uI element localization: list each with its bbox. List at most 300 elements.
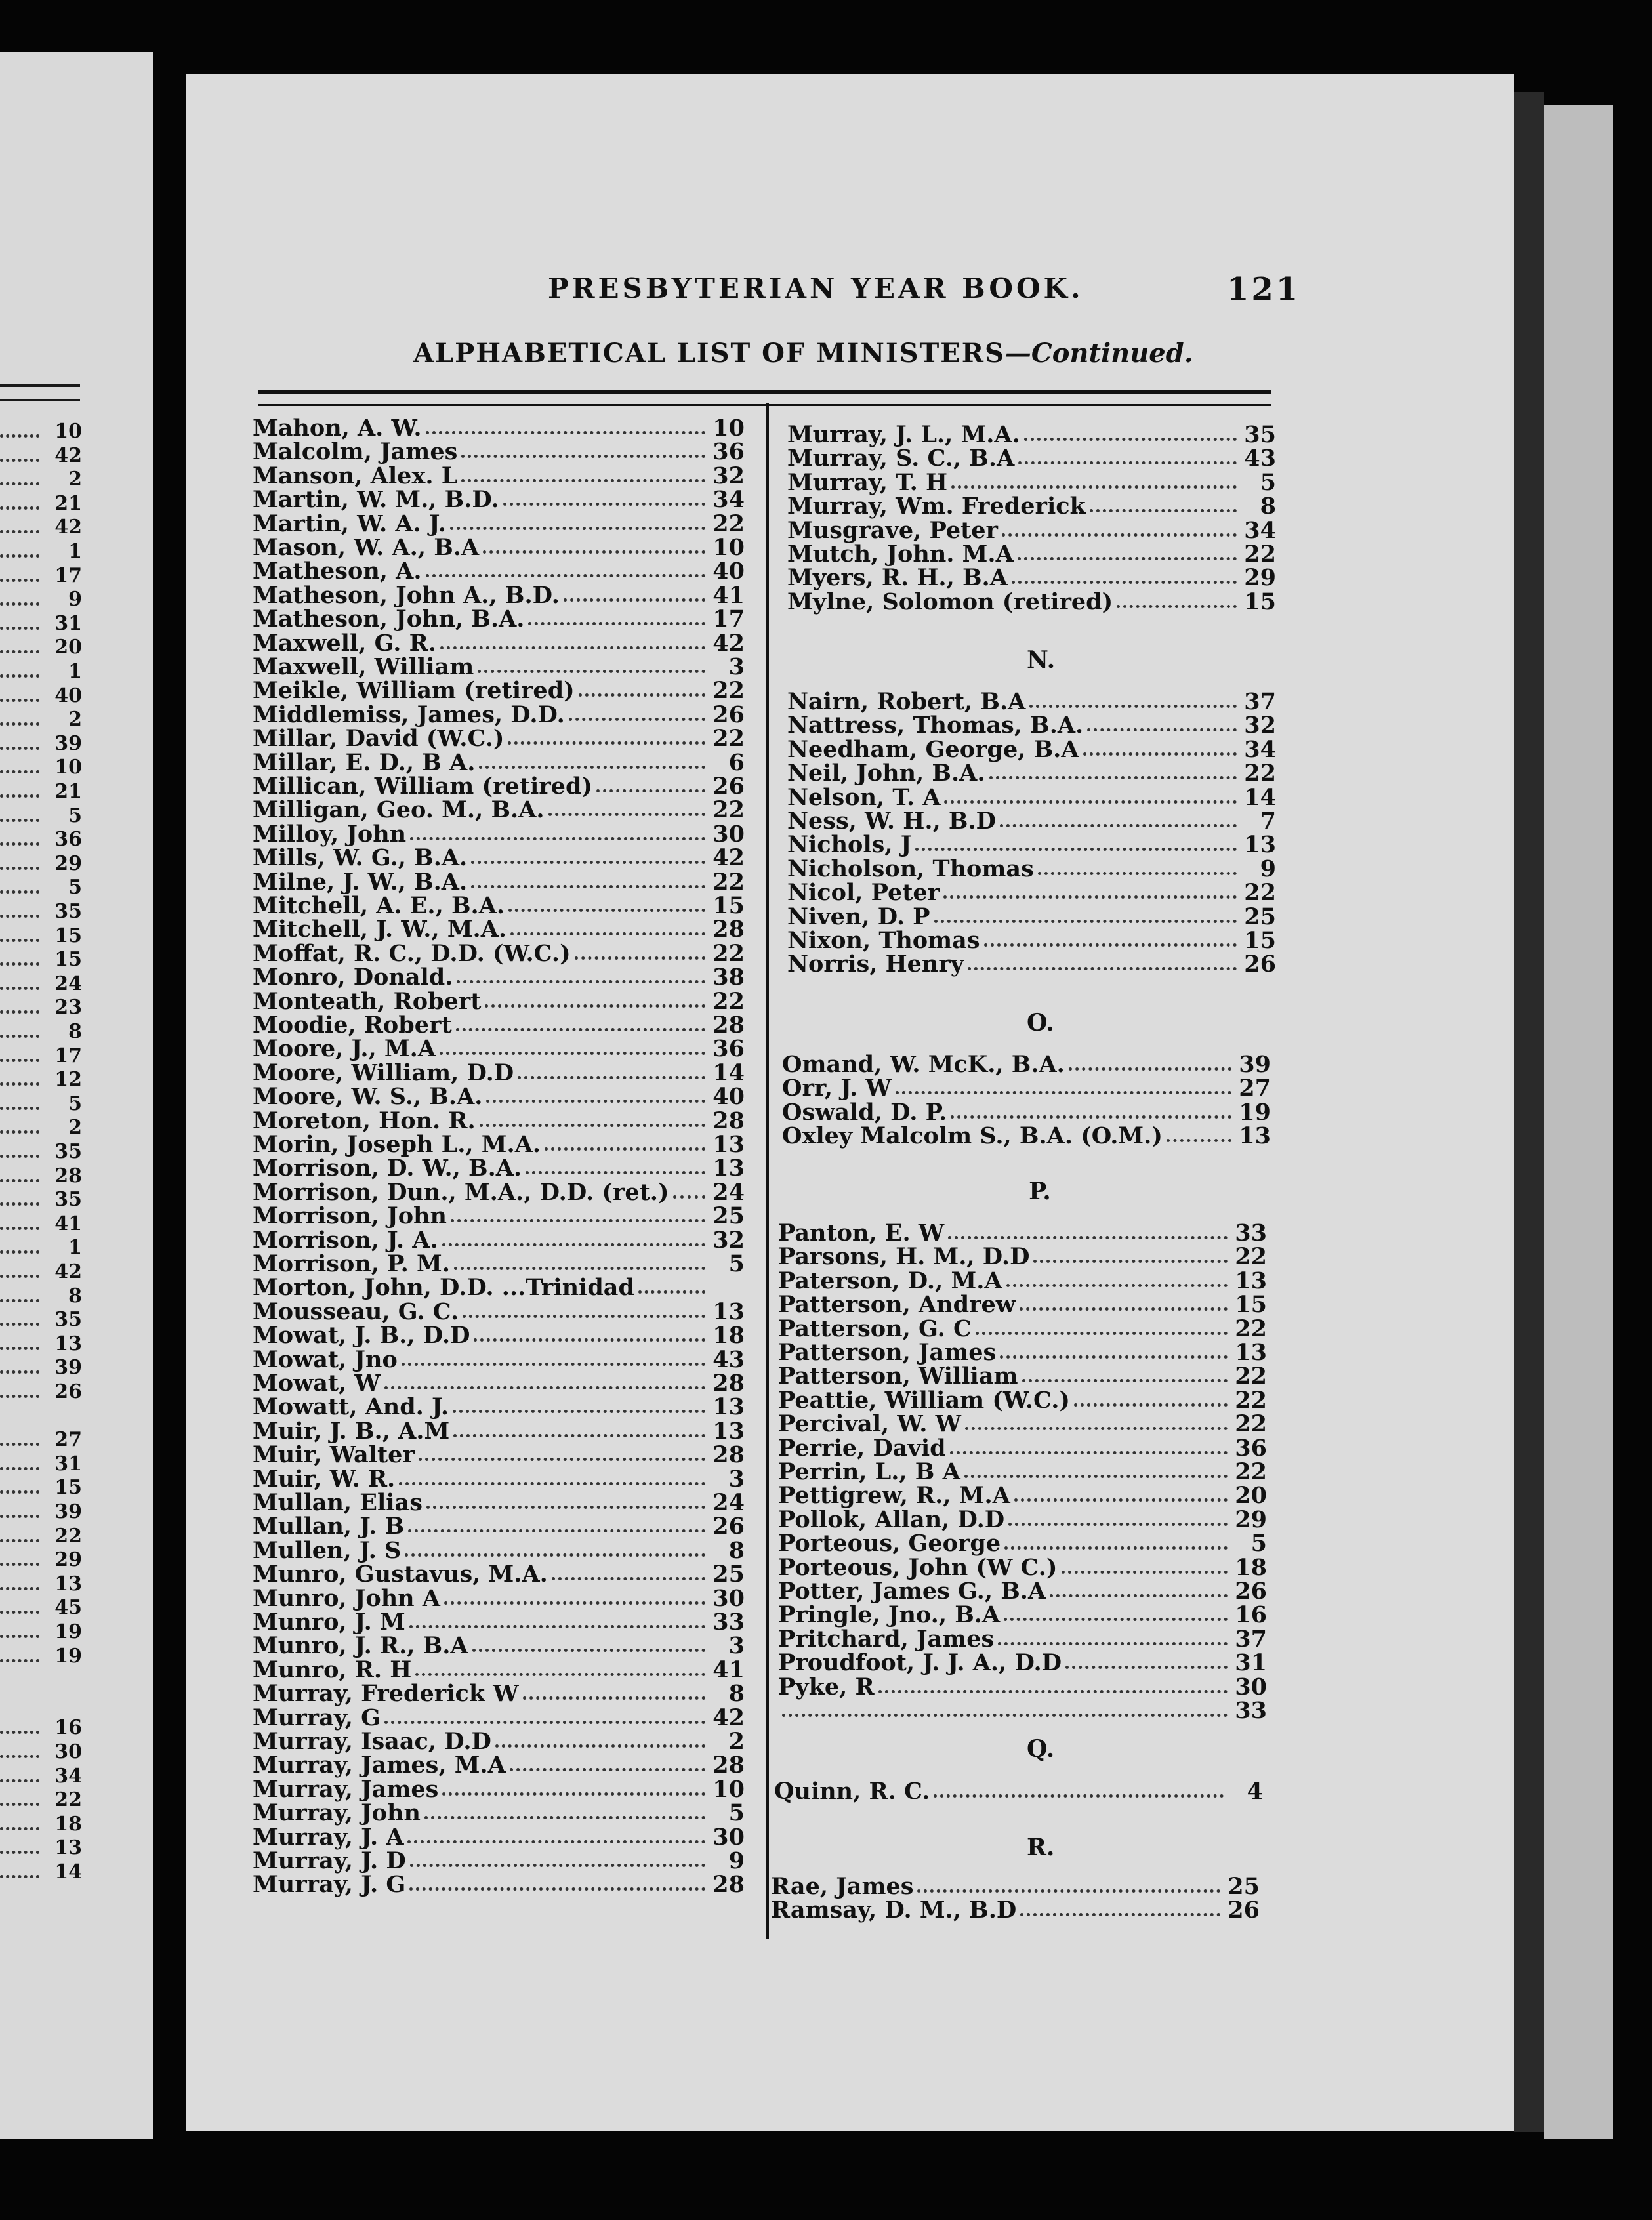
leader-dots [0,819,39,822]
entry-name: Porteous, John (W C.) [778,1553,1058,1581]
directory-entry [253,1491,745,1515]
entry-page: 5 [728,1799,745,1827]
entry-page: 28 [712,1752,745,1779]
directory-entry [782,1077,1271,1100]
left-page-number: 41 [54,1212,82,1235]
entry-name: Morton, John, D.D. ...Trinidad [253,1274,634,1302]
entry-page: 24 [712,1489,745,1516]
entry-page: 25 [1228,1873,1260,1900]
entry-name: Pyke, R [778,1673,875,1700]
directory-entry [253,629,745,657]
left-page-number-row [0,1236,82,1260]
directory-entry [253,1014,745,1037]
leader-dots [410,1864,705,1867]
leader-dots [440,646,705,649]
leader-dots [0,1875,39,1878]
entry-name: Moore, J., M.A [253,1035,436,1063]
entry-name: Oxley Malcolm S., B.A. (O.M.) [782,1122,1163,1150]
entry-page: 41 [712,581,745,609]
entry-page: 20 [1235,1482,1267,1510]
leader-dots [0,1010,39,1014]
entry-name: Paterson, D., M.A [778,1267,1002,1294]
left-page-number: 17 [54,564,82,587]
entry-name: Murray, J. L., M.A. [787,421,1020,448]
entry-page: 15 [1235,1291,1267,1319]
section-letter-q: Q. [1027,1735,1055,1763]
directory-entry [253,846,745,870]
entry-page: 10 [712,1775,745,1803]
leader-dots [0,482,39,485]
left-page-number: 10 [54,420,82,443]
left-page-number-row [0,828,82,852]
leader-dots [0,1851,39,1854]
directory-entry [253,798,745,822]
leader-dots [405,1553,705,1557]
entry-name: Orr, J. W [782,1075,892,1102]
entry-page: 22 [1235,1410,1267,1438]
leader-dots [0,770,39,773]
leader-dots [442,1792,705,1796]
leader-dots [0,1587,39,1590]
left-page-number: 45 [54,1596,82,1620]
leader-dots [1029,705,1237,708]
leader-dots [384,1386,705,1389]
left-page-number: 26 [54,1380,82,1403]
leader-dots [1087,728,1237,731]
directory-entry [253,1801,745,1825]
entry-page: 22 [712,510,745,537]
leader-dots [0,1082,39,1086]
entry-name: Morrison, D. W., B.A. [253,1155,522,1182]
leader-dots [1065,1666,1228,1669]
directory-entry [778,1412,1267,1436]
left-page-number-row [0,972,82,996]
left-page-number: 13 [54,1572,82,1595]
entry-page: 30 [712,1584,745,1612]
directory-entry [253,417,745,440]
entry-page: 29 [1235,1506,1267,1533]
entry-page: 14 [712,1059,745,1086]
leader-dots [548,813,705,816]
leader-dots [0,1515,39,1518]
entry-page: 3 [728,1465,745,1492]
left-page-number: 31 [54,1452,82,1475]
directory-entry [253,1823,745,1851]
leader-dots [1062,1571,1228,1574]
leader-dots [944,800,1237,804]
entry-page: 5 [728,1250,745,1277]
entry-name: Moore, William, D.D [253,1059,514,1086]
entry-page: 39 [1239,1051,1271,1078]
directory-entry [253,464,745,488]
left-page-number: 13 [54,1836,82,1860]
leader-dots [965,1427,1228,1430]
entry-page: 9 [1260,855,1276,882]
entry-name: Mahon, A. W. [253,415,422,442]
leader-dots [0,674,39,678]
entry-name: Rae, James [771,1873,914,1900]
left-page-number-row [0,1813,82,1836]
entry-page: 26 [712,701,745,728]
entry-page: 14 [1244,783,1276,811]
book-spine-shadow [1514,92,1544,2132]
directory-entry [253,1658,745,1682]
leader-dots [1020,1913,1220,1916]
entry-name: Munro, J. R., B.A [253,1632,468,1660]
left-page-number-row [0,708,82,731]
entry-name: Meikle, William (retired) [253,677,575,705]
entry-name: Milligan, Geo. M., B.A. [253,796,545,824]
leader-dots [1008,1523,1228,1526]
left-page-number: 5 [68,804,82,827]
leader-dots [0,650,39,653]
left-page-number-row [0,564,82,588]
entry-page: 36 [1235,1434,1267,1462]
leader-dots [409,1625,705,1628]
leader-dots [0,1227,39,1230]
leader-dots [1167,1139,1231,1142]
leader-dots [0,1130,39,1134]
entry-page: 15 [712,892,745,919]
entry-name: Mullen, J. S [253,1536,402,1564]
leader-dots [474,1338,705,1342]
leader-dots [951,485,1237,489]
left-page-number-row [0,1525,82,1548]
left-page-number: 29 [54,852,82,875]
directory-entry [253,607,745,631]
directory-entry [253,1252,745,1276]
directory-entry [253,560,745,583]
left-page-number-row [0,444,82,468]
heading-rule [258,390,1271,406]
leader-dots [0,627,39,630]
entry-page: 9 [728,1847,745,1874]
page-number: 121 [1227,271,1301,308]
section-letter-n: N. [1027,646,1056,674]
left-page-number: 8 [68,1284,82,1307]
entry-page: 37 [1244,688,1276,715]
directory-entry [787,857,1276,881]
entry-page: 13 [1235,1339,1267,1366]
left-page-number: 5 [68,876,82,899]
entry-page: 4 [1247,1778,1263,1805]
entry-name: Muir, Walter [253,1441,415,1469]
leader-dots [964,1475,1228,1478]
left-page-rule [0,384,80,401]
leader-dots [0,1635,39,1638]
entry-page: 13 [712,1417,745,1445]
entry-name: Maxwell, William [253,653,474,680]
left-page-number: 9 [68,588,82,611]
leader-dots [951,1115,1231,1119]
leader-dots [478,670,705,673]
leader-dots [0,1035,39,1038]
leader-dots [419,1458,705,1461]
left-page-number: 2 [68,708,82,731]
left-page-number-row [0,1716,82,1740]
directory-entry [253,1085,745,1109]
left-page-number-row [0,420,82,443]
left-page-number: 15 [54,924,82,947]
leader-dots [989,776,1237,779]
leader-dots [0,1179,39,1182]
entry-name: Patterson, Andrew [778,1291,1016,1319]
directory-entry [778,1317,1267,1341]
leader-dots [0,1779,39,1782]
leader-dots [0,842,39,846]
leader-dots [485,1004,705,1008]
leader-dots [1038,872,1237,875]
left-page-number-row [0,1405,82,1428]
leader-dots [0,1275,39,1278]
directory-entry [787,953,1276,976]
leader-dots [0,1347,39,1350]
leader-dots [943,895,1237,899]
leader-dots [0,939,39,942]
list-title-continued: —Continued. [1004,338,1193,369]
left-page-number-row [0,492,82,516]
leader-dots [518,1076,705,1079]
directory-entry [778,1603,1267,1627]
leader-dots [1006,1284,1228,1287]
entry-page: 28 [712,916,745,943]
entry-name: Mutch, John. M.A [787,541,1014,567]
entry-name: Moreton, Hon. R. [253,1107,476,1134]
directory-entry [253,512,745,536]
left-page-number: 28 [54,1164,82,1187]
entry-name: Munro, John A [253,1584,440,1612]
left-page-number-row [0,1020,82,1044]
entry-page: 42 [712,844,745,872]
leader-dots [0,1107,39,1110]
left-page-number-row [0,468,82,491]
left-page-number-row [0,1260,82,1284]
entry-name: Nixon, Thomas [787,927,980,954]
directory-entry [253,679,745,703]
running-title: PRESBYTERIAN YEAR BOOK. [548,272,1084,304]
entry-page: 38 [712,964,745,991]
left-page-number-row [0,1116,82,1140]
entry-name: Nairn, Robert, B.A [787,688,1026,715]
entry-page: 36 [712,1035,745,1063]
leader-dots [0,915,39,918]
left-page-number: 35 [54,1188,82,1212]
entry-name: Mason, W. A., B.A [253,534,480,561]
directory-entry [253,1775,745,1803]
directory-entry [253,1849,745,1873]
leader-dots [934,1794,1224,1798]
entry-name: Morin, Joseph L., M.A. [253,1131,541,1158]
list-title: ALPHABETICAL LIST OF MINISTERS [413,338,1005,369]
left-page-number-row [0,1645,82,1668]
directory-entry [253,987,745,1015]
leader-dots [0,554,39,558]
directory-entry [787,810,1276,833]
entry-page: 13 [712,1298,745,1325]
leader-dots [1004,1546,1228,1550]
directory-entry [778,1222,1267,1245]
left-page-number: 39 [54,1356,82,1380]
entry-page: 25 [712,1561,745,1588]
entry-name: Murray, J. G [253,1871,406,1899]
leader-dots [1022,1379,1228,1382]
entry-name: Potter, James G., B.A [778,1578,1046,1605]
leader-dots [442,1243,705,1246]
leader-dots [479,766,705,769]
directory-entry [778,1386,1267,1414]
directory-entry [787,468,1276,496]
leader-dots [0,530,39,533]
entry-name: Morrison, Dun., M.A., D.D. (ret.) [253,1178,669,1206]
leader-dots [0,1755,39,1758]
leader-dots [878,1690,1228,1693]
section-letter-r: R. [1027,1834,1055,1861]
entry-page: 28 [712,1012,745,1038]
entry-page: 34 [1244,735,1276,763]
left-page-number-row [0,1356,82,1380]
left-page-number-row [0,1572,82,1596]
entry-page: 29 [1244,564,1276,592]
directory-entry [787,447,1276,470]
leader-dots [1074,1403,1228,1407]
leader-dots [0,1827,39,1830]
left-page-number-row [0,612,82,636]
left-page-number: 12 [54,1068,82,1092]
leader-dots [638,1290,705,1294]
entry-name: Nelson, T. A [787,783,941,811]
entry-name: Norris, Henry [787,951,964,978]
left-page-number-row [0,900,82,924]
leader-dots [495,1744,705,1748]
entry-page: 33 [1235,1697,1267,1724]
entry-page: 32 [712,1226,745,1254]
directory-entry [253,536,745,560]
directory-entry [253,1109,745,1133]
left-page-number-row [0,948,82,972]
entry-page: 41 [712,1656,745,1683]
leader-dots [1083,752,1237,756]
left-page-number-row [0,588,82,611]
directory-entry [253,1706,745,1730]
leader-dots [0,506,39,510]
left-page-number-row [0,1452,82,1476]
left-page-number-row [0,1428,82,1452]
entry-page: 13 [1244,831,1276,859]
entry-page: 32 [712,462,745,489]
entry-name: Mowat, W [253,1370,381,1397]
entry-name: Moodie, Robert [253,1012,452,1038]
left-page-number-row [0,924,82,948]
leader-dots [409,1887,705,1891]
directory-entry [778,1580,1267,1603]
directory-entry [253,868,745,895]
leader-dots [0,699,39,702]
leader-dots [408,1529,705,1532]
entry-page: 13 [1239,1122,1271,1150]
leader-dots [526,1171,705,1174]
entry-page: 3 [728,653,745,680]
leader-dots [410,837,705,840]
leader-dots [575,956,705,960]
leader-dots [0,890,39,894]
left-page-number: 24 [54,972,82,995]
entry-page: 28 [712,1107,745,1134]
leader-dots [415,1673,705,1676]
leader-dots [0,1731,39,1734]
directory-entry [253,440,745,464]
entry-name: Perrie, David [778,1434,946,1462]
entry-name: Niven, D. P [787,903,930,930]
entry-name: Millican, William (retired) [253,773,592,800]
left-page-number: 1 [68,1236,82,1260]
leader-dots [0,1563,39,1566]
left-page-number: 14 [54,1860,82,1883]
entry-name: Morrison, P. M. [253,1250,450,1277]
entry-name: Mullan, J. B [253,1513,405,1540]
entry-name: Matheson, John, B.A. [253,606,525,633]
entry-page: 22 [1244,541,1276,567]
directory-entry [253,751,745,775]
directory-entry [771,1875,1260,1899]
left-page-number: 31 [54,611,82,635]
left-page-number: 39 [54,731,82,755]
directory-entry [253,655,745,679]
leader-dots [483,550,705,554]
leader-dots [1069,1067,1231,1071]
entry-page: 26 [1244,951,1276,978]
left-page-number: 17 [54,1044,82,1067]
directory-entry [787,735,1276,763]
entry-name: Muir, W. R. [253,1465,396,1492]
leader-dots [510,932,705,935]
directory-entry [787,929,1276,953]
entry-page: 42 [712,629,745,657]
entry-name: Munro, J. M [253,1609,405,1635]
leader-dots [569,718,705,721]
entry-page: 13 [712,1393,745,1421]
leader-dots [486,1100,705,1103]
leader-dots [552,1577,705,1580]
entry-name: Needham, George, B.A [787,735,1079,763]
entry-page: 30 [712,1823,745,1851]
entry-page: 43 [1244,445,1276,472]
directory-entry [771,1899,1260,1922]
directory-entry [253,1443,745,1467]
entry-name: Murray, J. A [253,1823,404,1851]
entry-name: Murray, Frederick W [253,1680,519,1708]
entry-page: 22 [712,939,745,967]
directory-entry [253,1417,745,1445]
leader-dots [1000,824,1237,827]
leader-dots [915,848,1237,851]
directory-entry [778,1532,1267,1555]
entry-name: Nattress, Thomas, B.A. [787,712,1084,739]
leader-dots [984,943,1237,947]
entry-name: Munro, R. H [253,1656,412,1683]
leader-dots [424,1816,705,1819]
entry-name: Peattie, William (W.C.) [778,1386,1070,1414]
left-page-number: 35 [54,900,82,923]
entry-name: Murray, James [253,1775,439,1803]
left-page-number-row [0,1140,82,1164]
leader-dots [0,1539,39,1542]
entry-page: 22 [1244,879,1276,907]
entry-page: 18 [712,1322,745,1349]
leader-dots [0,1059,39,1062]
directory-entry [778,1245,1267,1269]
leader-dots [426,574,705,577]
entry-name: Mullan, Elias [253,1489,423,1516]
